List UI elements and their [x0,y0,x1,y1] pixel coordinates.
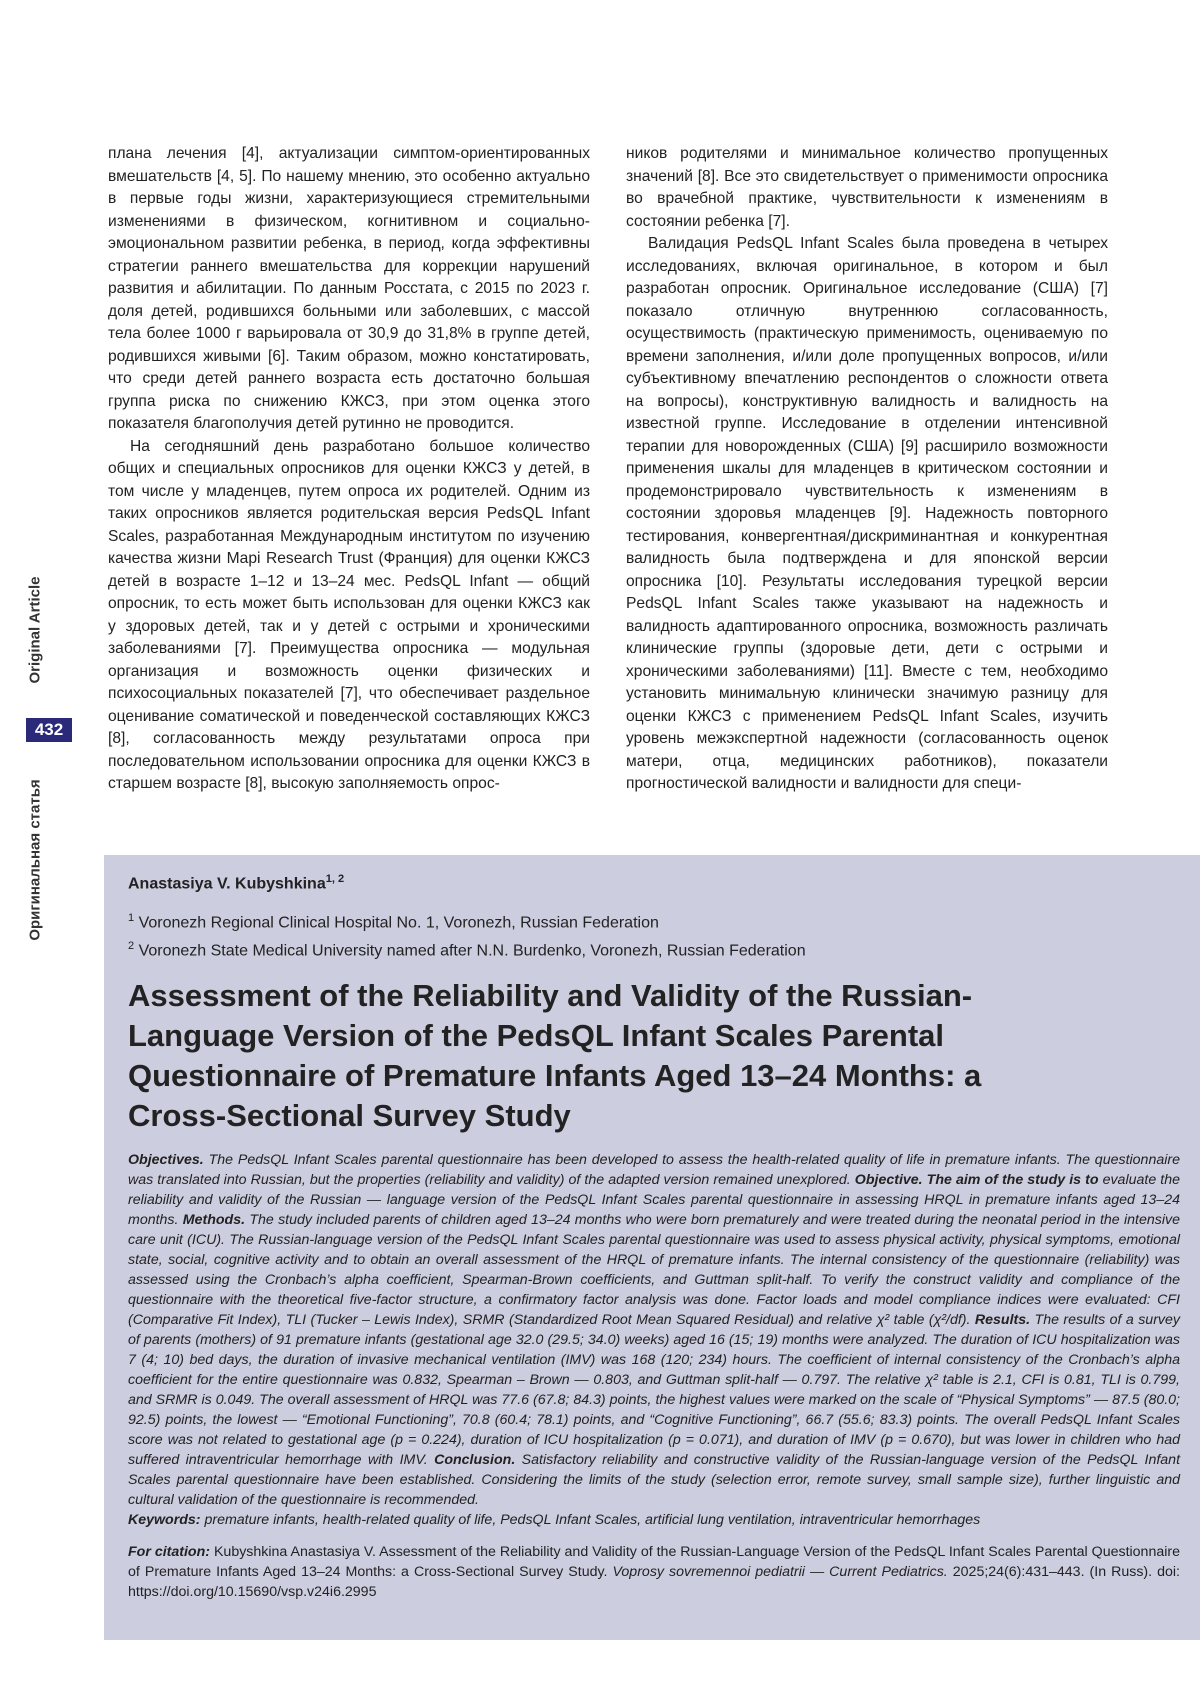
section-label: Original Article [26,576,44,684]
abstract-segment: Satisfactory reliability and constructive validity of the Russian-language version of the PedsQL Infant Scales parental questionnaire have been established. Considering the limits of the study (selection error, remote survey, small sample size), further linguistic and cultural validation of the questionnaire is recommended. [128,1451,1181,1508]
sidebar-label-ru [20,760,50,960]
author-line [128,873,1180,893]
affiliation-number: 1 [128,912,135,925]
section-label-ru: Оригинальная статья [26,779,44,941]
affiliation-text: Voronezh State Medical University named after N.N. Burdenko, Voronezh, Russian Federation [138,941,806,959]
keywords-label: Keywords: [128,1511,201,1528]
abstract-heading: Methods. [182,1211,246,1228]
abstract-segment: The results of a survey of parents (mothers) of 91 premature infants (gestational age 32.0 (29.5; 34.0) weeks) aged 16 (15; 19) months were analyzed. The duration of ICU hospitalization was 7 (4; 10) bed days, the duration of invasive mechanical ventilation (IMV) was 168 (120; 234) hours. The coefficient of internal consistency of the Cronbach’s alpha coefficient for the entire questionnaire was 0.832, Spearman – Brown — 0.803, and Guttman split-half — 0.797. The relative χ² table is 2.1, CFI is 0.81, TLI is 0.799, and SRMR is 0.049. The overall assessment of HRQL was 77.6 (67.8; 84.3) points, the highest values were marked on the scale of “Physical Symptoms” — 87.5 (80.0; 92.5) points, the lowest — “Emotional Functioning”, 70.8 (60.4; 78.1) points, and “Cognitive Functioning”, 66.7 (55.6; 83.3) points. The overall PedsQL Infant Scales score was not related to gestational age (p = 0.224), duration of ICU hospitalization (p = 0.071), and duration of IMV (p = 0.670), but was lower in children who had suffered intraventricular hemorrhage with IMV. [128,1311,1180,1468]
abstract-heading: Conclusion. [434,1451,516,1468]
abstract-heading: Objectives. [128,1151,204,1168]
citation-text: Kubyshkina Anastasiya V. Assessment of the Reliability and Validity of the Russian-Language Version of the PedsQL Infant Scales Parental Questionnaire of Premature Infants Aged 13–24 Months: a Cross-Sectional Survey Study. [128,1543,1180,1580]
article-body [108,143,1108,833]
paragraph: ников родителями и минимальное количество пропущенных значений [8]. Все это свидетельствует о применимости опросника во врачебной практике, чувствительности к изменениям в состоянии ребенка [7]. [626,145,1108,230]
left-column [108,143,590,833]
article-title: Assessment of the Reliability and Validity of the Russian-Language Version of the PedsQL Infant Scales Parental Questionnaire of Premature Infants Aged 13–24 Months: a Cross-Sectional Survey Study [128,977,982,1133]
affiliation-2 [128,935,1180,962]
keywords-text: premature infants, health-related quality of life, PedsQL Infant Scales, artificial lung ventilation, intraventricular hemorrhages [200,1511,981,1528]
author-superscript: 1, 2 [325,873,345,885]
page-number: 432 [26,718,72,742]
abstract-text [128,1150,1180,1510]
abstract-segment: evaluate the reliability and validity of the Russian — language version of the PedsQL Infant Scales parental questionnaire in assessing HRQL in premature infants aged 13–24 months. [128,1171,1180,1228]
abstract-segment: The PedsQL Infant Scales parental questionnaire has been developed to assess the health-related quality of life in premature infants. The questionnaire was translated into Russian, but the properties (reliability and validity) of the adapted version remained unexplored. [128,1151,1180,1188]
author-name: Anastasiya V. Kubyshkina [128,875,326,893]
abstract-heading: Results. [974,1311,1031,1328]
affiliation-text: Voronezh Regional Clinical Hospital No. 1, Voronezh, Russian Federation [138,914,659,932]
abstract-segment: The study included parents of children aged 13–24 months who were born prematurely and were treated during the neonatal period in the intensive care unit (ICU). The Russian-language version of the PedsQL Infant Scales parental questionnaire was used to assess physical activity, physical symptoms, emotional state, social, cognitive activity and to obtain an overall assessment of the HRQL of premature infants. The internal consistency of the questionnaire (reliability) was assessed using the Cronbach’s alpha coefficient, Spearman-Brown coefficients, and Guttman split-half. To verify the construct validity and compliance of the questionnaire with the theoretical five-factor structure, a confirmatory factor analysis was done. Factor loads and model compliance indices were evaluated: CFI (Comparative Fit Index), TLI (Tucker – Lewis Index), SRMR (Standardized Root Mean Squared Residual) and relative χ² table (χ²/df). [128,1211,1180,1328]
citation-tail: 2025;24(6):431–443. (In Russ). doi: https://doi.org/10.15690/vsp.v24i6.2995 [128,1563,1180,1600]
citation-journal: Voprosy sovremennoi pediatrii — Current Pediatrics. [612,1563,948,1580]
affiliation-number: 2 [128,939,135,952]
citation [128,1542,1180,1602]
sidebar-label-en [20,560,50,700]
abstract-heading: Objective. The aim of the study is to [854,1171,1099,1188]
paragraph: На сегодняшний день разработано большое количество общих и специальных опросников для оценки КЖСЗ у детей, в том числе у младенцев, путем опроса их родителей. Одним из таких опросников является родительская версия PedsQL Infant Scales, разработанная Международным институтом по изучению качества жизни Mapi Research Trust (Франция) для оценки КЖСЗ детей в возрасте 1–12 и 13–24 мес. PedsQL Infant — общий опросник, то есть может быть использован для оценки КЖСЗ как у здоровых детей, так и у детей с острыми и хроническими заболеваниями [7]. Преимущества опросника — модульная организация и возможность оценки физических и психосоциальных показателей [7], что обеспечивает раздельное оценивание соматической и поведенческой составляющих КЖСЗ [8], согласованность между результатами опроса при последовательном использовании опросника для оценки КЖСЗ в старшем возрасте [8], высокую заполняемость опрос- [108,437,590,792]
keywords [128,1510,1180,1530]
paragraph: Валидация PedsQL Infant Scales была проведена в четырех исследованиях, включая оригинальное, в котором и был разработан опросник. Оригинальное исследование (США) [7] показало отличную внутреннюю согласованность, осуществимость (практическую применимость, оцениваемую по времени заполнения, и/или доле пропущенных вопросов, и/или субъективному впечатлению респондентов о сложности ответа на вопросы), конструктивную валидность и валидность на известной группе. Исследование в отделении интенсивной терапии для новорожденных (США) [9] расширило возможности применения шкалы для младенцев в критическом состоянии и продемонстрировало чувствительность к изменениям в состоянии здоровья младенцев [9]. Надежность повторного тестирования, конвергентная/дискриминантная и конкурентная валидность была подтверждена и для японской версии опросника [10]. Результаты исследования турецкой версии PedsQL Infant Scales также указывают на надежность и валидность адаптированного опросника, возможность различать клинические группы (здоровые дети, дети с острыми и хроническими заболеваниями) [11]. Вместе с тем, необходимо установить минимальную клинически значимую разницу для оценки КЖСЗ с применением PedsQL Infant Scales, изучить уровень межэкспертной надежности (согласованность оценок матери, отца, медицинских работников), показатели прогностической валидности и валидности для специ- [626,235,1108,792]
paragraph: плана лечения [4], актуализации симптом-ориентированных вмешательств [4, 5]. По нашему мнению, это особенно актуально в первые годы жизни, характеризующиеся стремительными изменениями в физическом, когнитивном и социально-эмоциональном развитии ребенка, в период, когда эффективны стратегии раннего вмешательства для коррекции нарушений развития и абилитации. По данным Росстата, с 2015 по 2023 г. доля детей, родившихся больными или заболевших, с массой тела более 1000 г варьировала от 30,9 до 31,8% в группе детей, родившихся живыми [6]. Таким образом, можно констатировать, что среди детей раннего возраста есть достаточно большая группа риска по снижению КЖСЗ, при этом оценка этого показателя благополучия детей рутинно не проводится. [108,145,590,432]
affiliation-1 [128,907,1180,934]
right-column [626,143,1108,833]
english-abstract-box [104,855,1200,1640]
citation-label: For citation: [128,1543,210,1560]
